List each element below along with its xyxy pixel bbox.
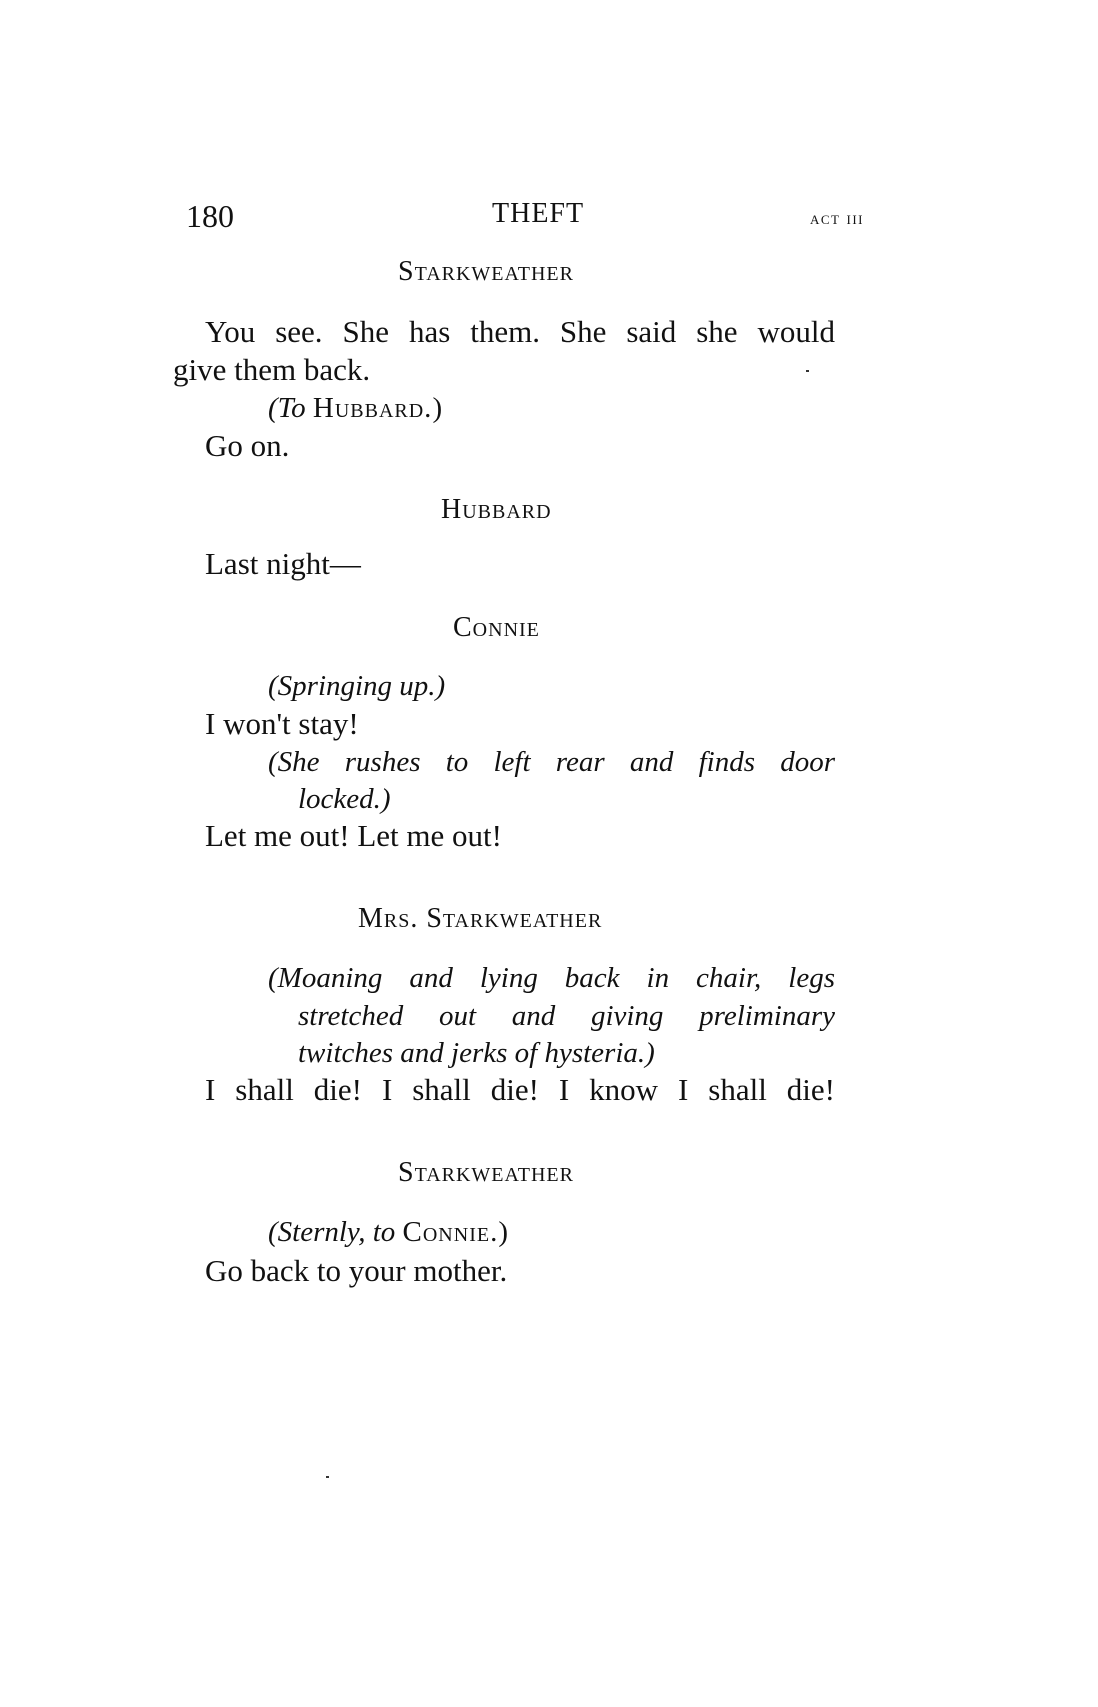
speaker-name: Starkweather bbox=[398, 256, 574, 287]
dialogue-line: You see. She has them. She said she would bbox=[205, 314, 835, 349]
speaker-name: Hubbard bbox=[441, 494, 552, 525]
dialogue-line: I shall die! I shall die! I know I shall die! bbox=[205, 1072, 835, 1107]
speaker-name: Connie bbox=[453, 612, 540, 643]
print-speck bbox=[806, 370, 809, 372]
stage-direction: (She rushes to left rear and finds door bbox=[268, 746, 835, 778]
stage-direction: twitches and jerks of hysteria.) bbox=[298, 1037, 655, 1069]
stage-direction: (Moaning and lying back in chair, legs bbox=[268, 962, 835, 994]
paren-open: ( bbox=[268, 392, 278, 424]
print-speck bbox=[326, 1476, 329, 1478]
character-name: Connie. bbox=[402, 1216, 499, 1248]
paren-close: ) bbox=[498, 1216, 508, 1248]
character-name: Hubbard. bbox=[312, 392, 433, 424]
direction-text: (Sternly, to bbox=[268, 1216, 403, 1248]
stage-direction bbox=[268, 1216, 508, 1249]
speaker-name: Starkweather bbox=[398, 1157, 574, 1188]
stage-direction: locked.) bbox=[298, 783, 391, 815]
stage-direction bbox=[268, 392, 442, 425]
act-label: act iii bbox=[810, 208, 864, 228]
dialogue-line: I won't stay! bbox=[205, 706, 359, 741]
dialogue-line: give them back. bbox=[173, 352, 371, 387]
running-title: THEFT bbox=[492, 198, 585, 229]
page-number: 180 bbox=[186, 198, 234, 234]
dialogue-line: Last night— bbox=[205, 546, 361, 581]
direction-word: To bbox=[277, 392, 306, 424]
paren-close: ) bbox=[432, 392, 443, 424]
stage-direction: stretched out and giving preliminary bbox=[298, 1000, 835, 1032]
dialogue-line: Let me out! Let me out! bbox=[205, 818, 502, 853]
dialogue-line: Go on. bbox=[205, 428, 290, 463]
stage-direction: (Springing up.) bbox=[268, 670, 446, 702]
dialogue-line: Go back to your mother. bbox=[205, 1253, 508, 1288]
speaker-name: Mrs. Starkweather bbox=[358, 903, 603, 934]
